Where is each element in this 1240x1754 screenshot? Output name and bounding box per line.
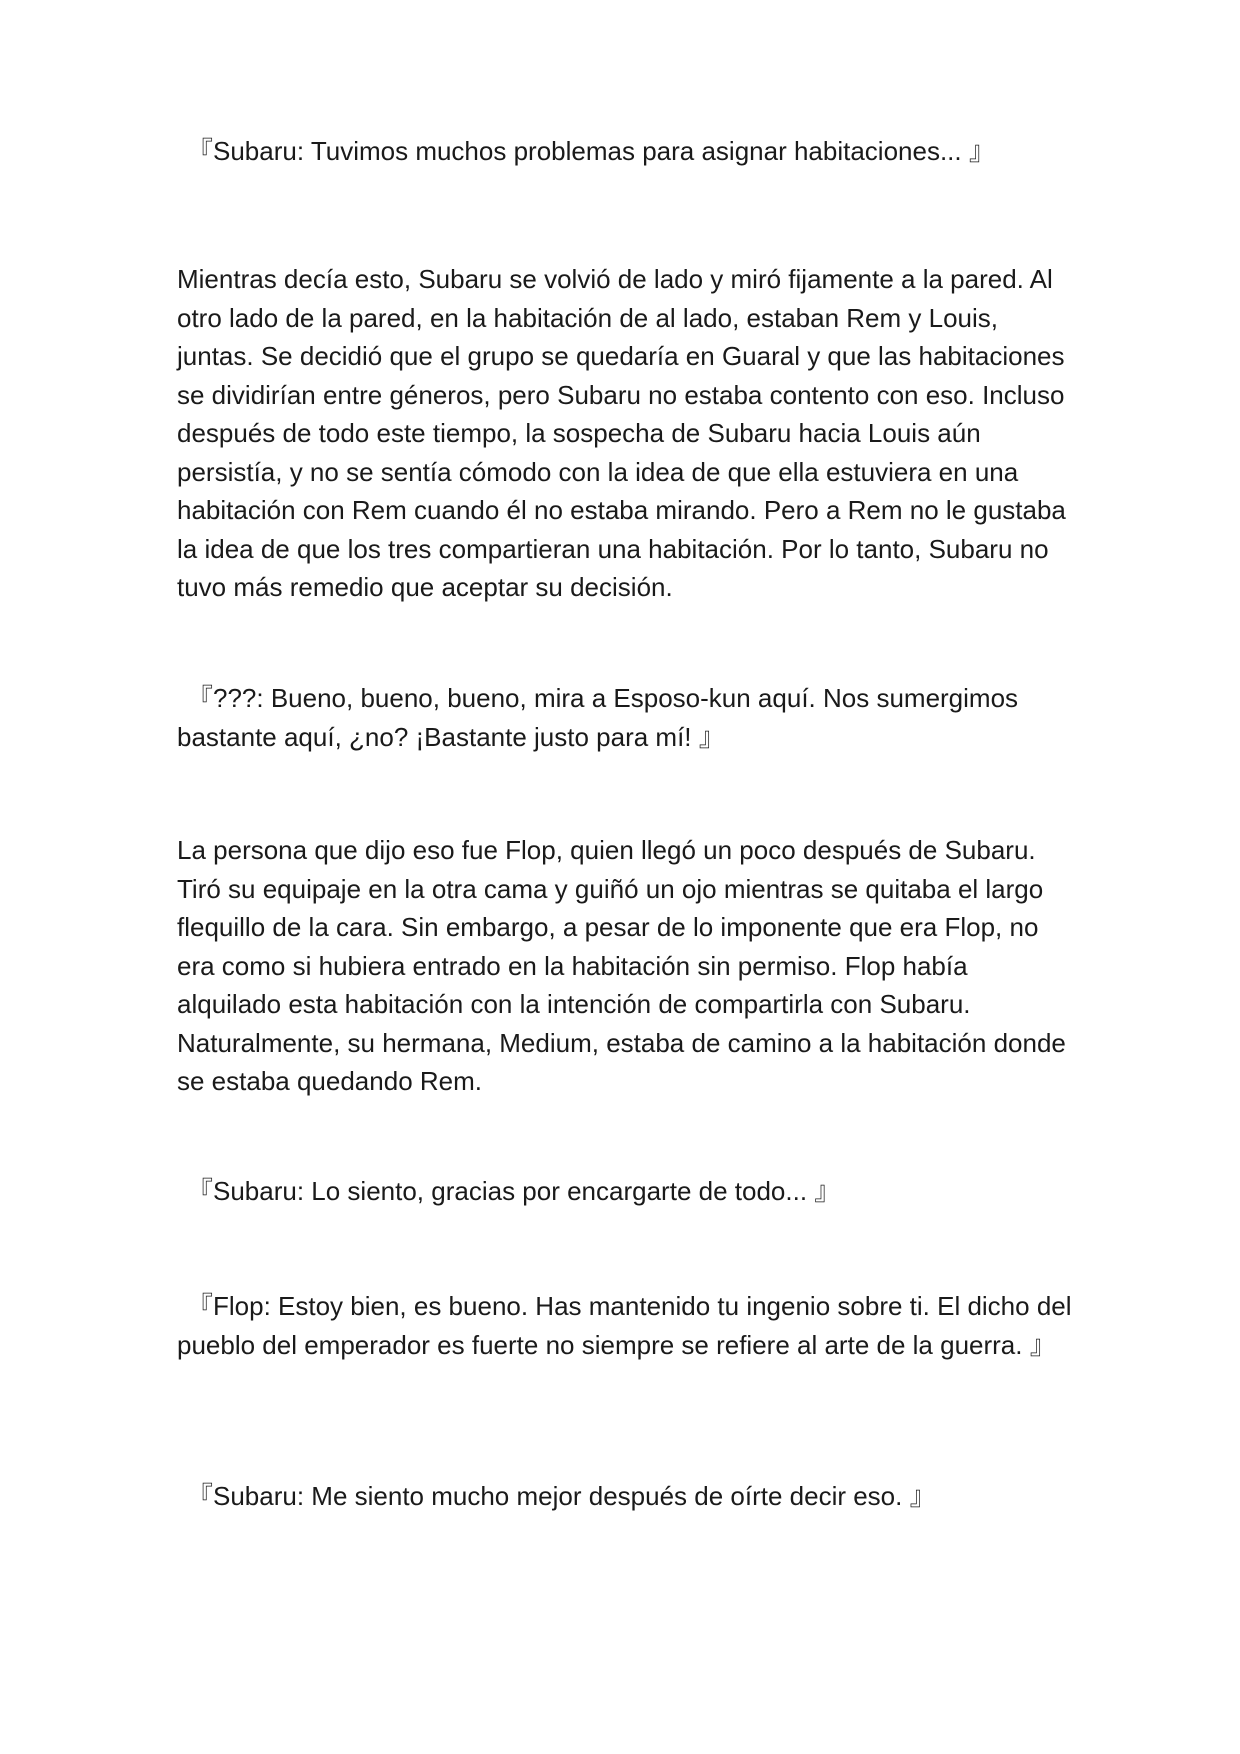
- dialogue-line-1: 『Subaru: Tuvimos muchos problemas para asignar habitaciones... 』: [187, 136, 995, 166]
- dialogue-line-2: 『???: Bueno, bueno, bueno, mira a Esposo-kun aquí. Nos sumergimos bastante aquí, ¿no? ¡Bastante justo para mí! 』: [177, 683, 1019, 752]
- dialogue-line-5: 『Subaru: Me siento mucho mejor después de oírte decir eso. 』: [187, 1481, 936, 1511]
- dialogue-line-3: 『Subaru: Lo siento, gracias por encargarte de todo... 』: [187, 1176, 841, 1206]
- narration-paragraph-2: La persona que dijo eso fue Flop, quien llegó un poco después de Subaru. Tiró su equipaje en la otra cama y guiñó un ojo mientras se quitaba el largo flequillo de la cara. Sin embargo, a pesar de lo imponente que era Flop, no era como si hubiera entrado en la habitación sin permiso. Flop había alquilado esta habitación con la intención de compartirla con Subaru. Naturalmente, su hermana, Medium, estaba de camino a la habitación donde se estaba quedando Rem.: [177, 835, 1066, 1096]
- narration-paragraph-1: Mientras decía esto, Subaru se volvió de lado y miró fijamente a la pared. Al otro lado de la pared, en la habitación de al lado, estaban Rem y Louis, juntas. Se decidió que el grupo se quedaría en Guaral y que las habitaciones se dividirían entre géneros, pero Subaru no estaba contento con eso. Incluso después de todo este tiempo, la sospecha de Subaru hacia Louis aún persistía, y no se sentía cómodo con la idea de que ella estuviera en una habitación con Rem cuando él no estaba mirando. Pero a Rem no le gustaba la idea de que los tres compartieran una habitación. Por lo tanto, Subaru no tuvo más remedio que aceptar su decisión.: [177, 264, 1066, 602]
- dialogue-line-4: 『Flop: Estoy bien, es bueno. Has mantenido tu ingenio sobre ti. El dicho del pueblo del emperador es fuerte no siempre se refiere al arte de la guerra. 』: [177, 1291, 1072, 1360]
